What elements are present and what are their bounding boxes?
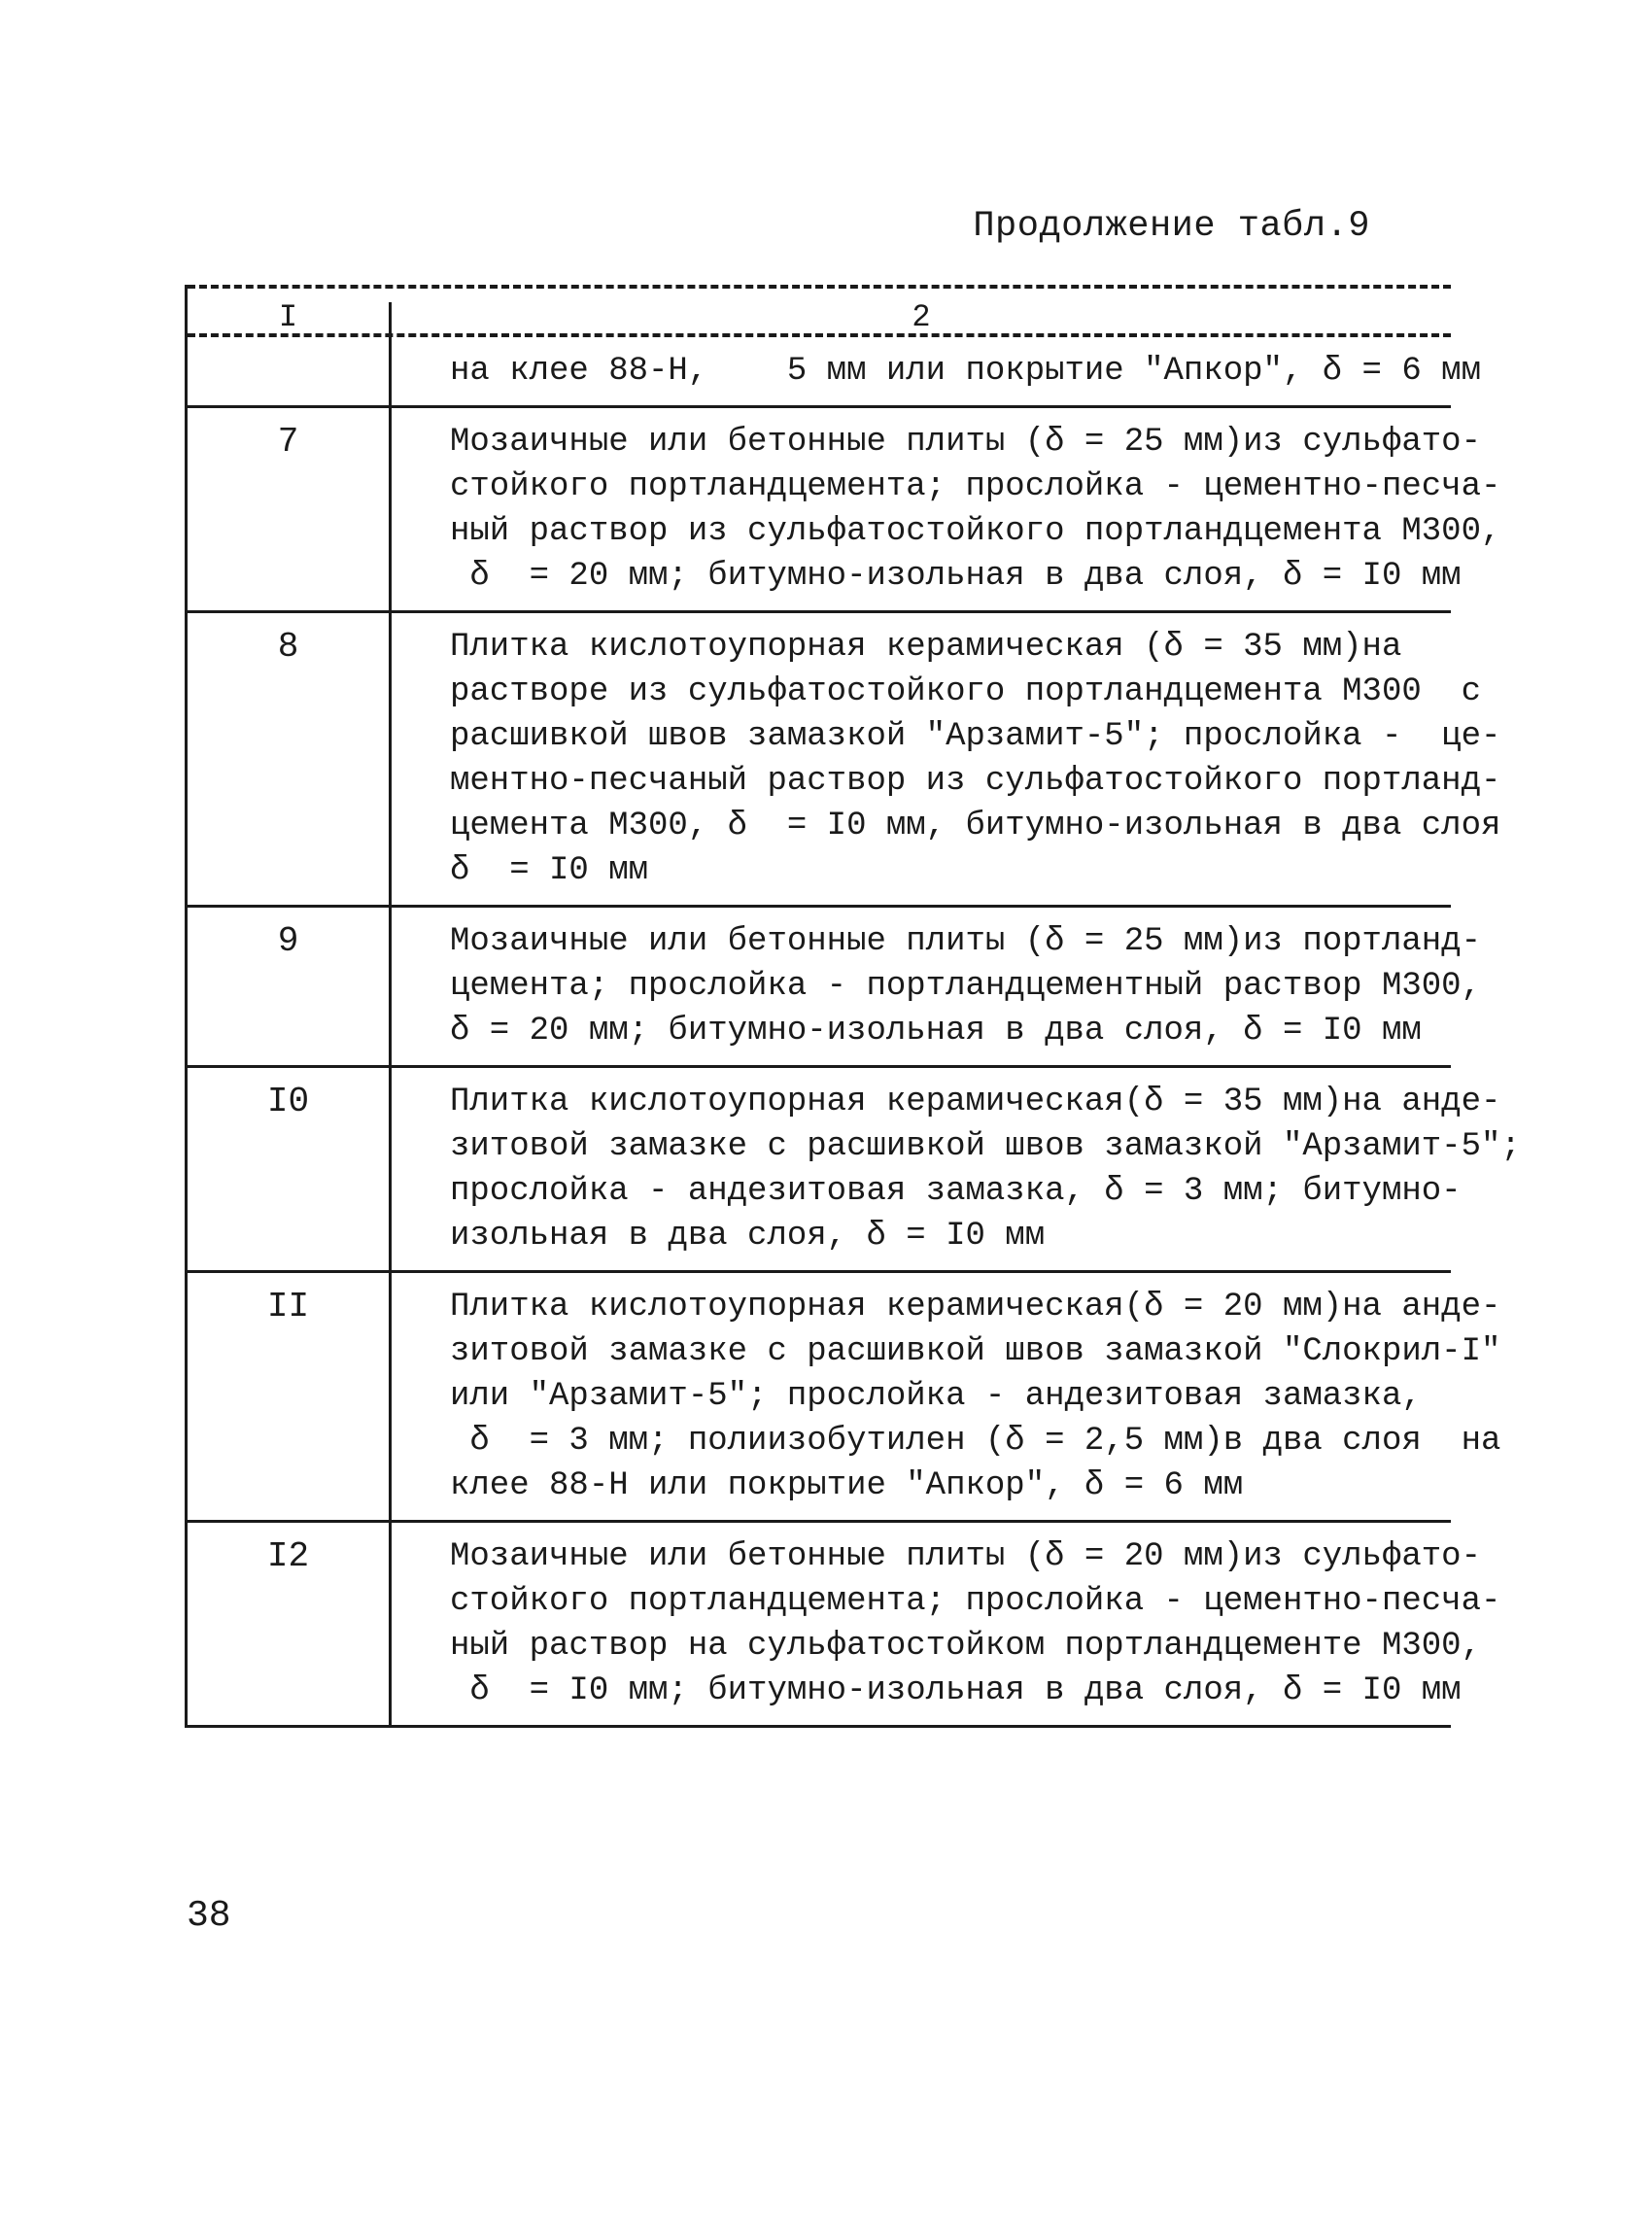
table-row — [188, 408, 1501, 613]
table-continuation-title: Продолжение табл.9 — [973, 206, 1370, 247]
row-number: I0 — [188, 1068, 392, 1270]
table-row — [188, 613, 1501, 908]
table-row — [188, 1523, 1501, 1725]
table-header-row — [188, 289, 1451, 333]
row-description: Мозаичные или бетонные плиты (δ = 25 мм)из портланд- цемента; прослойка - портландцементный раствор М300, δ = 20 мм; битумно-изольная в два слоя, δ = I0 мм — [450, 923, 1481, 1050]
table-row — [188, 337, 1481, 408]
row-description: Мозаичные или бетонные плиты (δ = 25 мм)из сульфато- стойкого портландцемента; прослойка - цементно-песча- ный раствор из сульфатостойкого портландцемента М300, δ = 20 мм; битумно-изольная в два слоя, δ = I0 мм — [450, 424, 1501, 595]
table-row — [188, 908, 1481, 1068]
row-number — [188, 337, 392, 405]
column-header-1: I — [188, 302, 392, 333]
row-number: 7 — [188, 408, 392, 610]
row-description: Плитка кислотоупорная керамическая(δ = 20 мм)на анде- зитовой замазке с расшивкой швов замазкой "Слокрил-I" или "Арзамит-5"; прослойка - андезитовая замазка, δ = 3 мм; полиизобутилен (δ = 2,5 мм)в два слоя на клее 88-Н или покрытие "Апкор", δ = 6 мм — [450, 1289, 1501, 1504]
row-description: на клее 88-Н, 5 мм или покрытие "Апкор", δ = 6 мм — [450, 353, 1481, 390]
row-description: Плитка кислотоупорная керамическая(δ = 35 мм)на анде- зитовой замазке с расшивкой швов замазкой "Арзамит-5"; прослойка - андезитовая замазка, δ = 3 мм; битумно- изольная в два слоя, δ = I0 мм — [450, 1084, 1521, 1255]
row-description: Плитка кислотоупорная керамическая (δ = 35 мм)на растворе из сульфатостойкого портландцемента М300 с расшивкой швов замазкой "Арзамит-5"; прослойка - це- ментно-песчаный раствор из сульфатостойкого портланд- цемента М300, δ = I0 мм, битумно-изольная в два слоя δ = I0 мм — [450, 629, 1501, 889]
page-number: 38 — [187, 1895, 231, 1937]
row-description: Мозаичные или бетонные плиты (δ = 20 мм)из сульфато- стойкого портландцемента; прослойка - цементно-песча- ный раствор на сульфатостойком портландцементе М300, δ = I0 мм; битумно-изольная в два слоя, δ = I0 мм — [450, 1538, 1501, 1709]
row-number: 8 — [188, 613, 392, 905]
row-number: II — [188, 1273, 392, 1520]
table-row — [188, 1068, 1521, 1273]
table-row — [188, 1273, 1501, 1523]
column-header-2: 2 — [912, 299, 931, 335]
materials-table — [185, 285, 1521, 1728]
row-number: I2 — [188, 1523, 392, 1725]
row-number: 9 — [188, 908, 392, 1065]
